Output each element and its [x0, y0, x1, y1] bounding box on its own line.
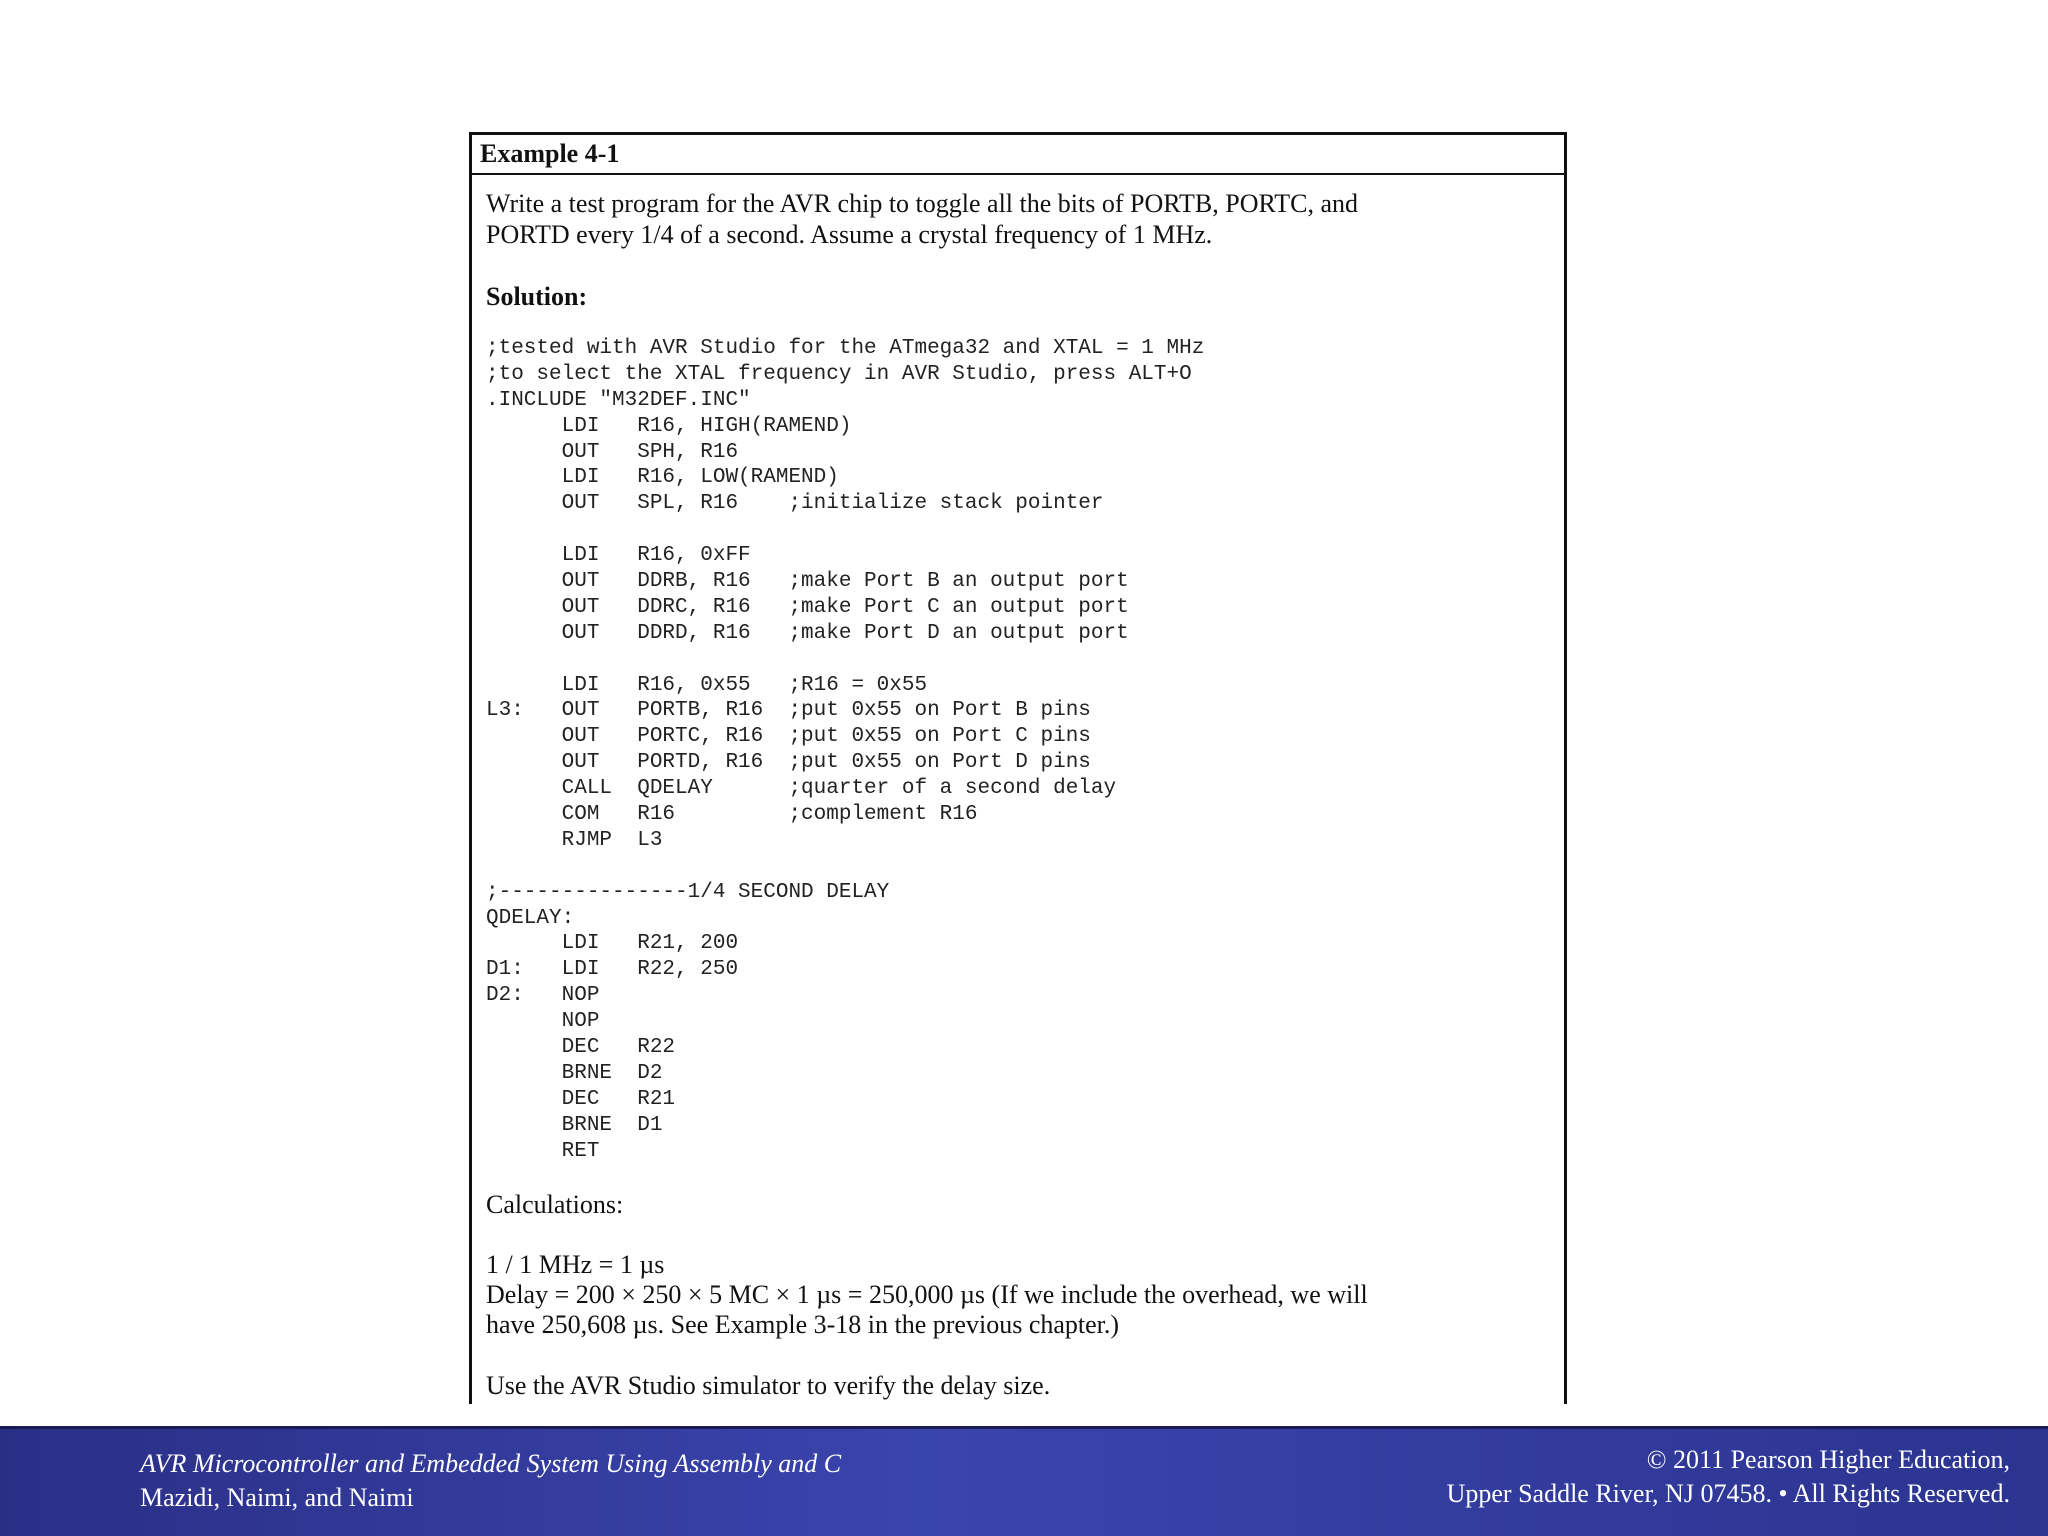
example-body: [472, 188, 1564, 1401]
example-box: [469, 132, 1567, 1404]
code-line: COM R16 ;complement R16: [486, 803, 978, 827]
code-line: OUT PORTC, R16 ;put 0x55 on Port C pins: [486, 725, 1091, 749]
code-line: .INCLUDE "M32DEF.INC": [486, 388, 751, 412]
code-line: D1: LDI R22, 250: [486, 958, 739, 982]
code-line: [486, 517, 1554, 543]
copyright-line: Upper Saddle River, NJ 07458. • All Rights Reserved.: [1446, 1479, 2010, 1508]
problem-line: PORTD every 1/4 of a second. Assume a crystal frequency of 1 MHz.: [486, 220, 1213, 249]
code-line: CALL QDELAY ;quarter of a second delay: [486, 777, 1117, 801]
code-line: ;tested with AVR Studio for the ATmega32 and XTAL = 1 MHz: [486, 337, 1205, 360]
code-line: QDELAY:: [486, 906, 575, 930]
code-line: OUT DDRC, R16 ;make Port C an output port: [486, 595, 1129, 619]
code-line: ;---------------1/4 SECOND DELAY: [486, 880, 890, 904]
code-line: LDI R21, 200: [486, 932, 739, 956]
code-line: [486, 854, 1554, 880]
code-line: RET: [486, 1139, 600, 1163]
code-line: LDI R16, HIGH(RAMEND): [486, 414, 852, 438]
authors: Mazidi, Naimi, and Naimi: [140, 1483, 414, 1512]
book-title: AVR Microcontroller and Embedded System Using Assembly and C: [140, 1449, 842, 1478]
code-line: DEC R22: [486, 1036, 676, 1060]
solution-label: Solution:: [486, 282, 588, 311]
code-line: RJMP L3: [486, 828, 663, 852]
copyright-line: © 2011 Pearson Higher Education,: [1646, 1445, 2010, 1474]
code-line: OUT SPH, R16: [486, 440, 739, 464]
calc-line: Delay = 200 × 250 × 5 MC × 1 µs = 250,000 µs (If we include the overhead, we will: [486, 1279, 1368, 1309]
code-line: L3: OUT PORTB, R16 ;put 0x55 on Port B pins: [486, 699, 1091, 723]
footer-right: [1447, 1443, 2010, 1511]
verify-note: Use the AVR Studio simulator to verify the delay size.: [486, 1370, 1051, 1400]
code-line: BRNE D1: [486, 1113, 663, 1137]
footer-left: [140, 1447, 841, 1515]
code-line: [486, 647, 1554, 673]
code-line: NOP: [486, 1010, 600, 1034]
code-line: LDI R16, 0xFF: [486, 544, 751, 568]
problem-line: Write a test program for the AVR chip to toggle all the bits of PORTB, PORTC, and: [486, 189, 1359, 218]
calc-line: 1 / 1 MHz = 1 µs: [486, 1249, 665, 1279]
code-line: OUT PORTD, R16 ;put 0x55 on Port D pins: [486, 751, 1091, 775]
example-title: Example 4-1: [472, 135, 1564, 175]
problem-statement: [486, 188, 1554, 250]
code-line: OUT SPL, R16 ;initialize stack pointer: [486, 492, 1104, 516]
assembly-code: [486, 336, 1554, 1165]
code-line: BRNE D2: [486, 1061, 663, 1085]
calc-line: have 250,608 µs. See Example 3-18 in the previous chapter.): [486, 1309, 1120, 1339]
slide-footer: [0, 1426, 2048, 1536]
calculations-label: Calculations:: [486, 1189, 624, 1219]
code-line: LDI R16, LOW(RAMEND): [486, 466, 839, 490]
code-line: OUT DDRB, R16 ;make Port B an output port: [486, 570, 1129, 594]
code-line: LDI R16, 0x55 ;R16 = 0x55: [486, 673, 928, 697]
code-line: ;to select the XTAL frequency in AVR Studio, press ALT+O: [486, 362, 1192, 386]
code-line: DEC R21: [486, 1087, 676, 1111]
code-line: OUT DDRD, R16 ;make Port D an output port: [486, 621, 1129, 645]
code-line: D2: NOP: [486, 984, 600, 1008]
